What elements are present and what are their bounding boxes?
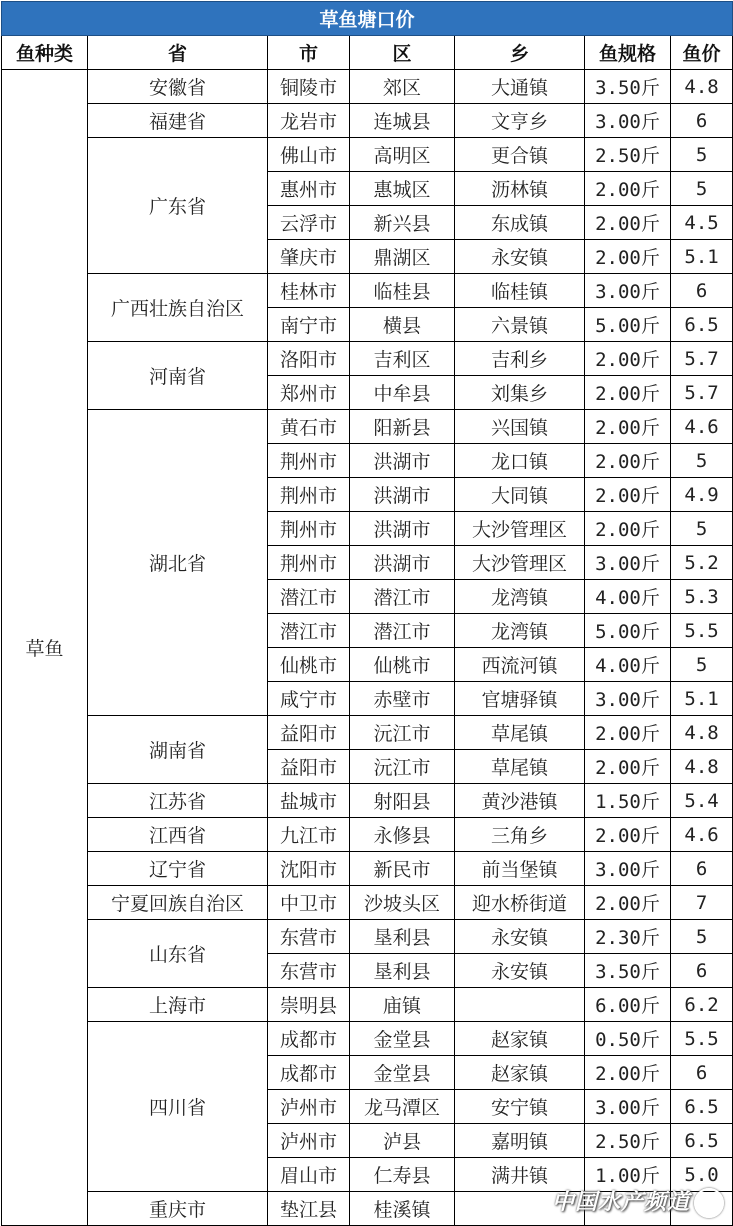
col-header-spec: 鱼规格 xyxy=(585,36,671,70)
township-cell: 吉利乡 xyxy=(455,342,585,376)
township-cell: 大沙管理区 xyxy=(455,546,585,580)
township-cell: 黄沙港镇 xyxy=(455,784,585,818)
district-cell: 桂溪镇 xyxy=(350,1192,455,1226)
township-cell: 迎水桥街道 xyxy=(455,886,585,920)
township-cell: 永安镇 xyxy=(455,920,585,954)
table-row xyxy=(2,886,733,920)
spec-cell: 2.00斤 xyxy=(585,716,671,750)
province-cell: 上海市 xyxy=(88,988,268,1022)
township-cell: 兴国镇 xyxy=(455,410,585,444)
city-cell: 咸宁市 xyxy=(268,682,350,716)
table-row xyxy=(2,784,733,818)
table-row xyxy=(2,988,733,1022)
table-row xyxy=(2,1022,733,1056)
township-cell: 文亨乡 xyxy=(455,104,585,138)
township-cell: 刘集乡 xyxy=(455,376,585,410)
township-cell: 草尾镇 xyxy=(455,750,585,784)
table-row xyxy=(2,70,733,104)
price-cell: 4.6 xyxy=(671,410,733,444)
city-cell: 中卫市 xyxy=(268,886,350,920)
province-cell: 江苏省 xyxy=(88,784,268,818)
spec-cell: 2.00斤 xyxy=(585,478,671,512)
district-cell: 金堂县 xyxy=(350,1022,455,1056)
city-cell: 沈阳市 xyxy=(268,852,350,886)
district-cell: 洪湖市 xyxy=(350,478,455,512)
province-cell: 山东省 xyxy=(88,920,268,988)
spec-cell: 2.00斤 xyxy=(585,512,671,546)
province-cell: 辽宁省 xyxy=(88,852,268,886)
district-cell: 赤壁市 xyxy=(350,682,455,716)
township-cell: 永安镇 xyxy=(455,240,585,274)
spec-cell: 2.00斤 xyxy=(585,410,671,444)
spec-cell: 2.00斤 xyxy=(585,240,671,274)
district-cell: 沙坡头区 xyxy=(350,886,455,920)
price-cell: 5 xyxy=(671,920,733,954)
township-cell: 三角乡 xyxy=(455,818,585,852)
district-cell: 洪湖市 xyxy=(350,444,455,478)
spec-cell: 3.00斤 xyxy=(585,682,671,716)
city-cell: 荆州市 xyxy=(268,478,350,512)
district-cell: 射阳县 xyxy=(350,784,455,818)
city-cell: 桂林市 xyxy=(268,274,350,308)
price-cell: 5 xyxy=(671,138,733,172)
spec-cell: 3.00斤 xyxy=(585,104,671,138)
price-cell: 4.5 xyxy=(671,206,733,240)
township-cell: 赵家镇 xyxy=(455,1056,585,1090)
district-cell: 垦利县 xyxy=(350,920,455,954)
price-cell: 5.5 xyxy=(671,1022,733,1056)
spec-cell: 2.00斤 xyxy=(585,1056,671,1090)
price-cell: 6.5 xyxy=(671,1090,733,1124)
district-cell: 仁寿县 xyxy=(350,1158,455,1192)
district-cell: 连城县 xyxy=(350,104,455,138)
city-cell: 铜陵市 xyxy=(268,70,350,104)
col-header-price: 鱼价 xyxy=(671,36,733,70)
city-cell: 荆州市 xyxy=(268,512,350,546)
district-cell: 垦利县 xyxy=(350,954,455,988)
township-cell: 安宁镇 xyxy=(455,1090,585,1124)
col-header-district: 区 xyxy=(350,36,455,70)
spec-cell: 2.50斤 xyxy=(585,1124,671,1158)
watermark-logo: 中国水产频道 xyxy=(552,1185,724,1218)
price-cell: 5.5 xyxy=(671,614,733,648)
price-cell: 4.8 xyxy=(671,750,733,784)
province-cell: 福建省 xyxy=(88,104,268,138)
township-cell: 龙湾镇 xyxy=(455,614,585,648)
district-cell: 高明区 xyxy=(350,138,455,172)
township-cell: 官塘驿镇 xyxy=(455,682,585,716)
district-cell: 潜江市 xyxy=(350,614,455,648)
district-cell: 沅江市 xyxy=(350,750,455,784)
spec-cell: 0.50斤 xyxy=(585,1022,671,1056)
district-cell: 新兴县 xyxy=(350,206,455,240)
spec-cell: 2.00斤 xyxy=(585,172,671,206)
price-cell: 5 xyxy=(671,444,733,478)
city-cell: 成都市 xyxy=(268,1022,350,1056)
city-cell: 东营市 xyxy=(268,920,350,954)
district-cell: 龙马潭区 xyxy=(350,1090,455,1124)
table-row xyxy=(2,104,733,138)
price-cell: 4.8 xyxy=(671,70,733,104)
province-cell: 湖南省 xyxy=(88,716,268,784)
province-cell: 湖北省 xyxy=(88,410,268,716)
township-cell: 满井镇 xyxy=(455,1158,585,1192)
district-cell: 惠城区 xyxy=(350,172,455,206)
province-cell: 四川省 xyxy=(88,1022,268,1192)
city-cell: 南宁市 xyxy=(268,308,350,342)
district-cell: 潜江市 xyxy=(350,580,455,614)
district-cell: 沅江市 xyxy=(350,716,455,750)
township-cell: 临桂镇 xyxy=(455,274,585,308)
price-cell: 6 xyxy=(671,1056,733,1090)
township-cell: 草尾镇 xyxy=(455,716,585,750)
city-cell: 仙桃市 xyxy=(268,648,350,682)
price-cell: 5.2 xyxy=(671,546,733,580)
district-cell: 鼎湖区 xyxy=(350,240,455,274)
district-cell: 洪湖市 xyxy=(350,546,455,580)
province-cell: 河南省 xyxy=(88,342,268,410)
col-header-township: 乡 xyxy=(455,36,585,70)
spec-cell: 2.30斤 xyxy=(585,920,671,954)
col-header-city: 市 xyxy=(268,36,350,70)
district-cell: 新民市 xyxy=(350,852,455,886)
spec-cell: 5.00斤 xyxy=(585,308,671,342)
city-cell: 盐城市 xyxy=(268,784,350,818)
city-cell: 惠州市 xyxy=(268,172,350,206)
price-cell: 4.8 xyxy=(671,716,733,750)
township-cell xyxy=(455,988,585,1022)
province-cell: 宁夏回族自治区 xyxy=(88,886,268,920)
city-cell: 眉山市 xyxy=(268,1158,350,1192)
spec-cell: 2.00斤 xyxy=(585,206,671,240)
district-cell: 郊区 xyxy=(350,70,455,104)
city-cell: 东营市 xyxy=(268,954,350,988)
globe-icon xyxy=(694,1188,724,1218)
city-cell: 黄石市 xyxy=(268,410,350,444)
table-row xyxy=(2,818,733,852)
city-cell: 龙岩市 xyxy=(268,104,350,138)
price-cell: 6 xyxy=(671,852,733,886)
header-row xyxy=(2,36,733,70)
district-cell: 金堂县 xyxy=(350,1056,455,1090)
district-cell: 仙桃市 xyxy=(350,648,455,682)
city-cell: 郑州市 xyxy=(268,376,350,410)
price-cell: 6 xyxy=(671,104,733,138)
township-cell: 沥林镇 xyxy=(455,172,585,206)
city-cell: 云浮市 xyxy=(268,206,350,240)
price-table xyxy=(1,1,733,1226)
district-cell: 中牟县 xyxy=(350,376,455,410)
price-cell: 6 xyxy=(671,954,733,988)
table-row xyxy=(2,920,733,954)
spec-cell: 1.50斤 xyxy=(585,784,671,818)
district-cell: 庙镇 xyxy=(350,988,455,1022)
price-cell: 5.4 xyxy=(671,784,733,818)
price-cell: 5.1 xyxy=(671,240,733,274)
spec-cell: 4.00斤 xyxy=(585,580,671,614)
township-cell: 龙湾镇 xyxy=(455,580,585,614)
township-cell: 龙口镇 xyxy=(455,444,585,478)
township-cell: 大沙管理区 xyxy=(455,512,585,546)
spec-cell: 5.00斤 xyxy=(585,614,671,648)
city-cell: 垫江县 xyxy=(268,1192,350,1226)
price-cell: 7 xyxy=(671,886,733,920)
city-cell: 崇明县 xyxy=(268,988,350,1022)
city-cell: 泸州市 xyxy=(268,1090,350,1124)
district-cell: 横县 xyxy=(350,308,455,342)
district-cell: 吉利区 xyxy=(350,342,455,376)
spec-cell: 3.00斤 xyxy=(585,546,671,580)
spec-cell: 2.00斤 xyxy=(585,444,671,478)
district-cell: 洪湖市 xyxy=(350,512,455,546)
price-cell: 4.6 xyxy=(671,818,733,852)
spec-cell: 4.00斤 xyxy=(585,648,671,682)
province-cell: 重庆市 xyxy=(88,1192,268,1226)
district-cell: 阳新县 xyxy=(350,410,455,444)
city-cell: 益阳市 xyxy=(268,750,350,784)
price-cell: 6.2 xyxy=(671,988,733,1022)
price-cell: 6.5 xyxy=(671,1124,733,1158)
price-cell: 5.1 xyxy=(671,682,733,716)
fish-type-cell: 草鱼 xyxy=(2,70,88,1226)
table-row xyxy=(2,274,733,308)
city-cell: 洛阳市 xyxy=(268,342,350,376)
price-cell: 6 xyxy=(671,274,733,308)
township-cell: 六景镇 xyxy=(455,308,585,342)
city-cell: 泸州市 xyxy=(268,1124,350,1158)
township-cell: 大通镇 xyxy=(455,70,585,104)
district-cell: 永修县 xyxy=(350,818,455,852)
province-cell: 广西壮族自治区 xyxy=(88,274,268,342)
price-cell: 5 xyxy=(671,512,733,546)
city-cell: 九江市 xyxy=(268,818,350,852)
spec-cell: 3.00斤 xyxy=(585,1090,671,1124)
township-cell: 大同镇 xyxy=(455,478,585,512)
price-cell: 4.9 xyxy=(671,478,733,512)
city-cell: 潜江市 xyxy=(268,614,350,648)
township-cell: 前当堡镇 xyxy=(455,852,585,886)
township-cell: 东成镇 xyxy=(455,206,585,240)
price-cell: 6.5 xyxy=(671,308,733,342)
city-cell: 益阳市 xyxy=(268,716,350,750)
price-cell: 5.7 xyxy=(671,342,733,376)
spec-cell: 2.00斤 xyxy=(585,750,671,784)
spec-cell: 3.50斤 xyxy=(585,954,671,988)
col-header-province: 省 xyxy=(88,36,268,70)
spec-cell: 1.00斤 xyxy=(585,1158,671,1192)
table-row xyxy=(2,342,733,376)
price-cell: 5 xyxy=(671,172,733,206)
spec-cell: 3.00斤 xyxy=(585,852,671,886)
district-cell: 泸县 xyxy=(350,1124,455,1158)
table-row xyxy=(2,716,733,750)
table-row xyxy=(2,410,733,444)
township-cell: 更合镇 xyxy=(455,138,585,172)
price-cell: 5 xyxy=(671,648,733,682)
table-row xyxy=(2,852,733,886)
table-title: 草鱼塘口价 xyxy=(2,2,733,36)
township-cell: 嘉明镇 xyxy=(455,1124,585,1158)
spec-cell: 2.00斤 xyxy=(585,342,671,376)
city-cell: 佛山市 xyxy=(268,138,350,172)
spec-cell: 3.00斤 xyxy=(585,274,671,308)
province-cell: 江西省 xyxy=(88,818,268,852)
spec-cell: 2.00斤 xyxy=(585,818,671,852)
township-cell: 赵家镇 xyxy=(455,1022,585,1056)
city-cell: 肇庆市 xyxy=(268,240,350,274)
spec-cell: 2.50斤 xyxy=(585,138,671,172)
city-cell: 荆州市 xyxy=(268,444,350,478)
table-row xyxy=(2,138,733,172)
spec-cell: 3.50斤 xyxy=(585,70,671,104)
price-cell: 5.3 xyxy=(671,580,733,614)
district-cell: 临桂县 xyxy=(350,274,455,308)
spec-cell: 6.00斤 xyxy=(585,988,671,1022)
price-cell: 5.7 xyxy=(671,376,733,410)
spec-cell: 2.00斤 xyxy=(585,886,671,920)
province-cell: 安徽省 xyxy=(88,70,268,104)
township-cell: 永安镇 xyxy=(455,954,585,988)
city-cell: 成都市 xyxy=(268,1056,350,1090)
city-cell: 潜江市 xyxy=(268,580,350,614)
price-cell: 5.0 xyxy=(671,1158,733,1192)
col-header-fish-type: 鱼种类 xyxy=(2,36,88,70)
city-cell: 荆州市 xyxy=(268,546,350,580)
spec-cell: 2.00斤 xyxy=(585,376,671,410)
township-cell: 西流河镇 xyxy=(455,648,585,682)
province-cell: 广东省 xyxy=(88,138,268,274)
